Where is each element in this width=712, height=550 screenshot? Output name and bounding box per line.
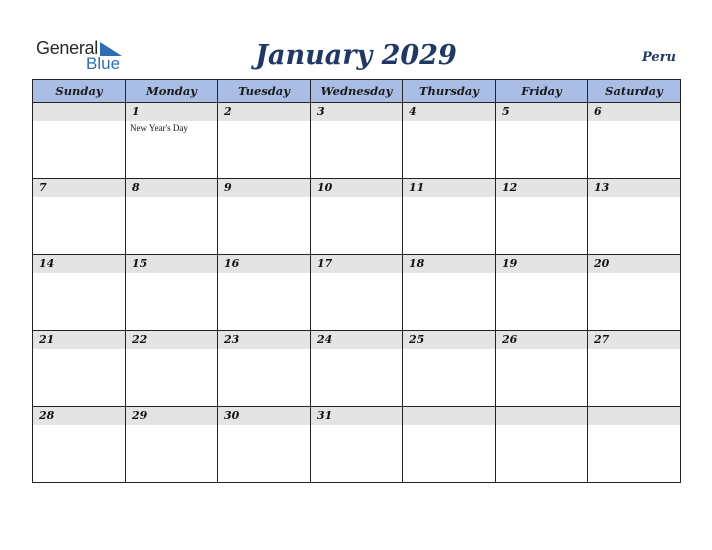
day-cell [126,407,218,483]
day-number: 28 [33,407,125,425]
day-cell [218,255,311,331]
day-cell [218,103,311,179]
day-number [33,103,125,121]
day-number: 30 [218,407,310,425]
day-number: 1 [126,103,217,121]
brand-name-blue: Blue [86,54,121,73]
day-cell [126,179,218,255]
day-number: 8 [126,179,217,197]
day-number: 15 [126,255,217,273]
day-number: 17 [311,255,402,273]
day-number: 12 [496,179,587,197]
weekday-tuesday: Tuesday [218,80,311,103]
day-number: 16 [218,255,310,273]
day-cell [496,103,588,179]
day-number: 2 [218,103,310,121]
day-number [588,407,680,425]
day-cell [311,179,403,255]
day-number [403,407,495,425]
day-number: 18 [403,255,495,273]
day-cell [588,407,681,483]
day-cell [311,407,403,483]
day-cell [403,407,496,483]
day-cell [218,331,311,407]
day-number: 25 [403,331,495,349]
day-number: 19 [496,255,587,273]
day-number: 20 [588,255,680,273]
day-number: 6 [588,103,680,121]
day-number: 22 [126,331,217,349]
day-number: 21 [33,331,125,349]
day-cell [33,255,126,331]
day-cell [496,255,588,331]
day-number: 7 [33,179,125,197]
day-number: 3 [311,103,402,121]
day-number: 23 [218,331,310,349]
day-cell [403,331,496,407]
weekday-thursday: Thursday [403,80,496,103]
week-row [33,103,681,179]
week-row [33,407,681,483]
day-number: 11 [403,179,495,197]
day-number: 13 [588,179,680,197]
week-row [33,331,681,407]
day-cell [33,331,126,407]
calendar-grid [32,79,681,483]
day-cell [496,179,588,255]
day-cell [311,103,403,179]
day-number: 14 [33,255,125,273]
calendar-title: January 2029 [255,40,457,71]
day-cell [33,103,126,179]
day-number: 4 [403,103,495,121]
day-number: 26 [496,331,587,349]
day-number [496,407,587,425]
day-cell [218,179,311,255]
day-number: 29 [126,407,217,425]
day-cell [588,331,681,407]
day-number: 9 [218,179,310,197]
day-number: 5 [496,103,587,121]
day-cell [496,331,588,407]
day-cell [126,103,218,179]
day-cell [403,179,496,255]
brand-name-general: General [36,38,98,58]
weekday-sunday: Sunday [33,80,126,103]
day-cell [403,255,496,331]
day-number: 27 [588,331,680,349]
day-number: 31 [311,407,402,425]
day-number: 10 [311,179,402,197]
day-cell [588,179,681,255]
weekday-header-row [33,80,681,103]
day-cell [588,255,681,331]
day-cell [311,331,403,407]
day-cell [33,179,126,255]
day-cell [588,103,681,179]
week-row [33,179,681,255]
weekday-saturday: Saturday [588,80,681,103]
weekday-monday: Monday [126,80,218,103]
holiday-label: New Year's Day [130,123,188,133]
day-cell [126,331,218,407]
weekday-friday: Friday [496,80,588,103]
day-cell [311,255,403,331]
day-cell [218,407,311,483]
day-cell [403,103,496,179]
day-cell [496,407,588,483]
day-number: 24 [311,331,402,349]
week-row [33,255,681,331]
day-cell [33,407,126,483]
weekday-wednesday: Wednesday [311,80,403,103]
country-label: Peru [642,50,676,65]
day-cell [126,255,218,331]
